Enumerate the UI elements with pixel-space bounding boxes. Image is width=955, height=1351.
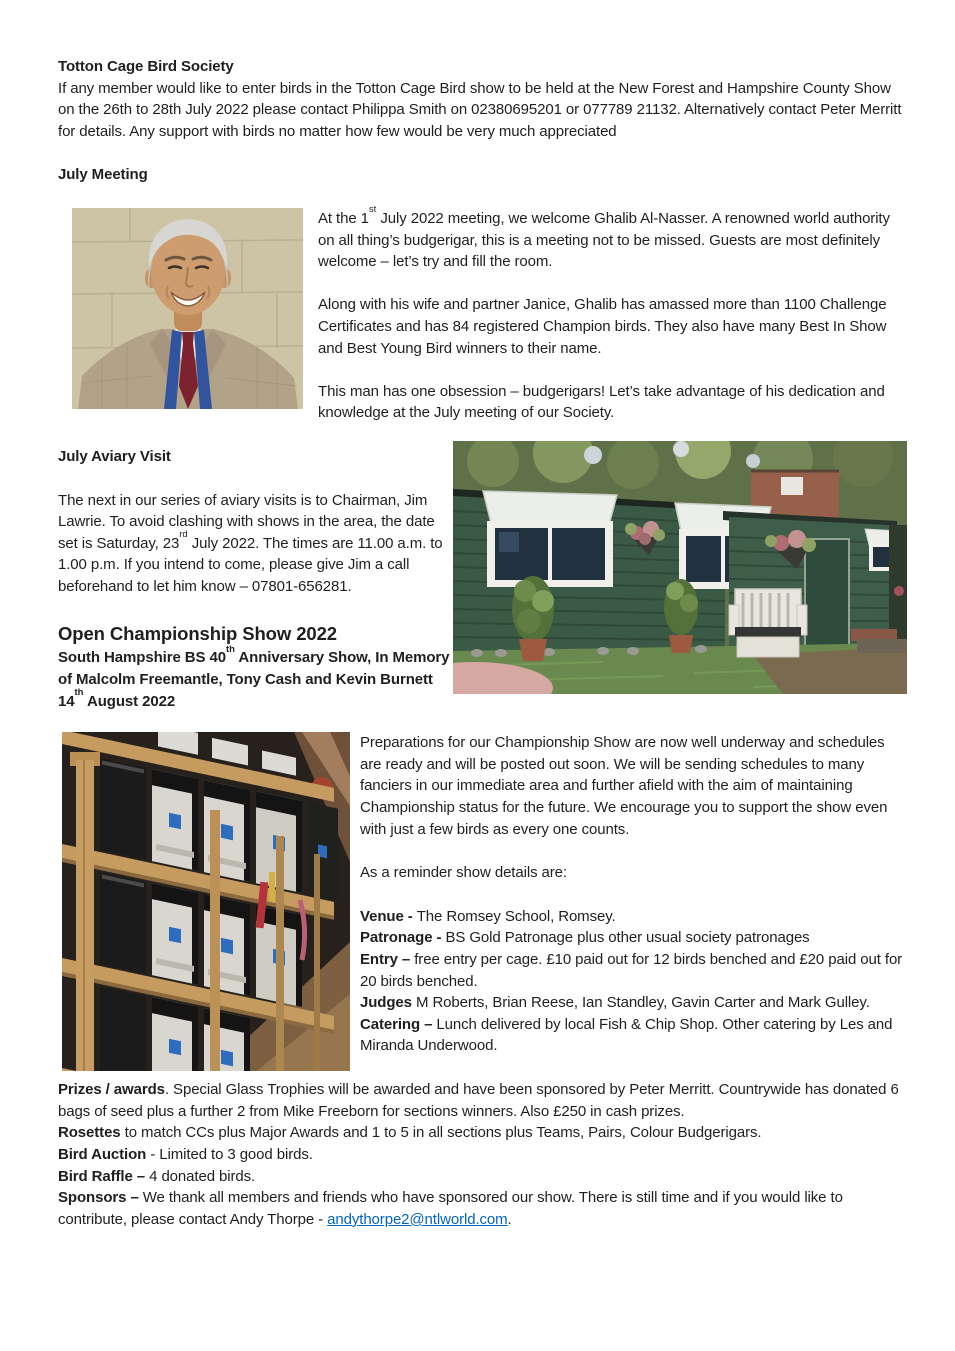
detail-entry: Entry – free entry per cage. £10 paid out for 12 birds benched and £20 paid out for 20 birds benched. [360, 951, 903, 990]
detail-venue: Venue - The Romsey School, Romsey. [360, 907, 616, 925]
bird-auction-line: Bird Auction - Limited to 3 good birds. [58, 1146, 313, 1164]
meeting-paragraph-2: Along with his wife and partner Janice, Ghalib has amassed more than 1100 Challenge Certificates and has 84 registered Champion birds. They also have many Best In Show and Best Young Bird winners to their name. [318, 296, 887, 357]
section-heading-totton: Totton Cage Bird Society [58, 58, 234, 75]
show-cages-illustration [62, 732, 350, 1071]
prizes-line: Prizes / awards. Special Glass Trophies will be awarded and have been sponsored by Peter Merritt. Countrywide has donated 6 bags of seed plus a further 2 from Mike Freeborn for sections winners. Also £250 in cash prizes. [58, 1081, 899, 1120]
aviary-paragraph: The next in our series of aviary visits is to Chairman, Jim Lawrie. To avoid clashing with shows in the area, the date set is Saturday, 23rd July 2022. The times are 11.00 a.m. to 1.00 p.m. If you intend to come, please give Jim a call beforehand to let him know – 07801-656281. [58, 491, 443, 595]
championship-show-section [58, 732, 907, 1071]
open-show-title: Open Championship Show 2022 [58, 623, 337, 645]
section-heading-july-aviary: July Aviary Visit [58, 447, 171, 465]
email-link[interactable]: andythorpe2@ntlworld.com [327, 1210, 508, 1228]
championship-show-text [360, 732, 907, 1057]
aviary-photo [453, 441, 907, 694]
meeting-paragraph-1: At the 1st July 2022 meeting, we welcome Ghalib Al-Nasser. A renowned world authority on all thing’s budgerigar, this is a meeting not to be missed. Guests are most definitely welcome – let’s try and fill the room. [318, 204, 890, 271]
rosettes-line: Rosettes to match CCs plus Major Awards and 1 to 5 in all sections plus Teams, Pairs, Colour Budgerigars. [58, 1124, 762, 1142]
speaker-portrait-illustration [72, 208, 303, 409]
show-extras-section [58, 1079, 907, 1230]
meeting-paragraph-3: This man has one obsession – budgerigars! Let’s take advantage of his dedication and knowledge at the July meeting of our Society. [318, 382, 885, 422]
july-meeting-text [318, 204, 907, 424]
sponsors-line: Sponsors – We thank all members and friends who have sponsored our show. There is still time and if you would like to contribute, please contact Andy Thorpe - andythorpe2@ntlworld.com. [58, 1189, 843, 1228]
open-show-date: 14th August 2022 [58, 687, 176, 710]
july-meeting-section [58, 204, 907, 424]
july-aviary-text [58, 446, 453, 712]
july-aviary-section [58, 446, 907, 712]
detail-patronage: Patronage - BS Gold Patronage plus other usual society patronages [360, 929, 810, 947]
totton-paragraph: If any member would like to enter birds in the Totton Cage Bird show to be held at the New Forest and Hampshire County Show on the 26th to 28th July 2022 please contact Philippa Smith on 02380695201 or 077789 21132. Alternatively contact Peter Merritt for details. Any support with birds no matter how few would be very much appreciated [58, 79, 902, 140]
speaker-portrait-photo [72, 208, 303, 409]
bird-raffle-line: Bird Raffle – 4 donated birds. [58, 1167, 256, 1185]
show-cages-photo [62, 732, 350, 1071]
aviary-illustration [453, 441, 907, 694]
open-show-subtitle: South Hampshire BS 40th Anniversary Show, In Memory of Malcolm Freemantle, Tony Cash and Kevin Burnett [58, 643, 450, 689]
detail-judges: Judges M Roberts, Brian Reese, Ian Standley, Gavin Carter and Mark Gulley. [360, 994, 870, 1012]
show-paragraph: Preparations for our Championship Show are now well underway and schedules are ready and will be posted out soon. We will be sending schedules to many fanciers in our immediate area and further afield with the aim of maintaining Championship status for the future. We encourage you to support the show even with just a few birds as every one counts. [360, 734, 888, 838]
show-reminder: As a reminder show details are: [360, 864, 567, 882]
section-heading-july-meeting: July Meeting [58, 166, 148, 184]
detail-catering: Catering – Lunch delivered by local Fish & Chip Shop. Other catering by Les and Miranda Underwood. [360, 1015, 893, 1055]
